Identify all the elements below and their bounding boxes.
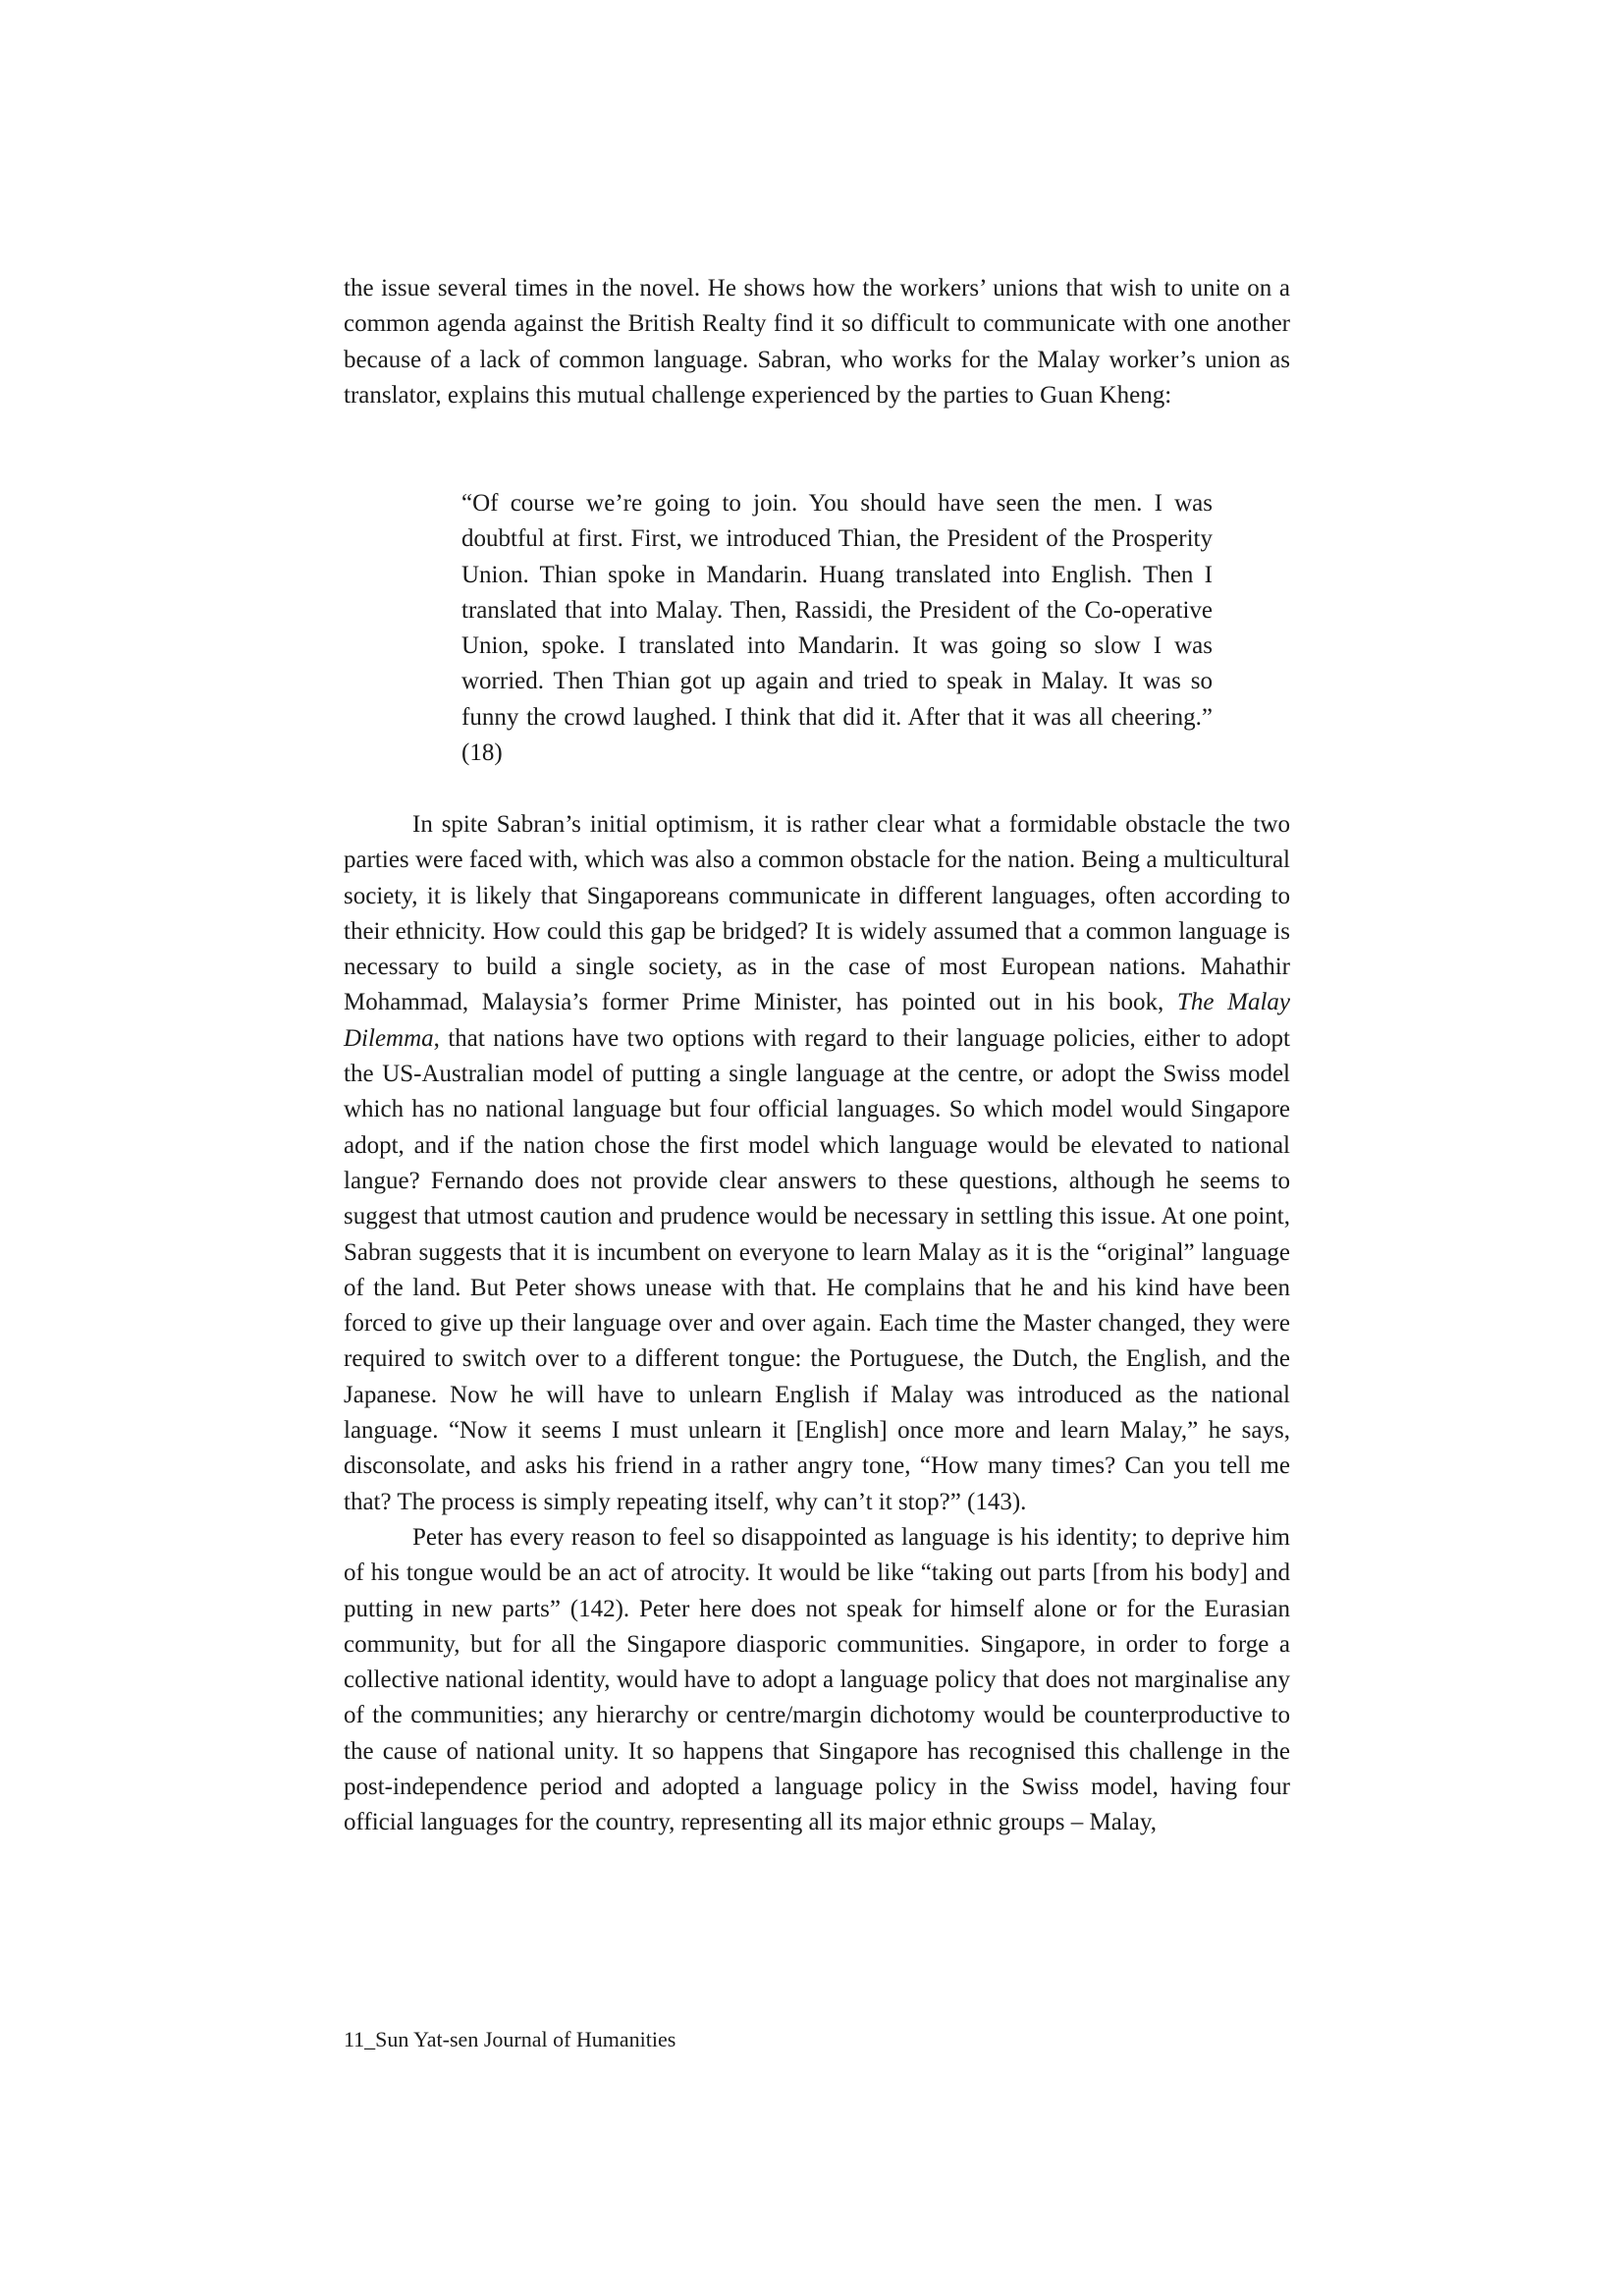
page-footer: 11_Sun Yat-sen Journal of Humanities xyxy=(344,2027,676,2051)
top-paragraph-block xyxy=(344,271,1290,413)
paragraph-peter-identity: Peter has every reason to feel so disappointed as language is his identity; to deprive him of his tongue would be an act of atrocity. It would be like “taking out parts [from his body] and putting in new parts” (142). Peter here does not speak for himself alone or for the Eurasian community, but for all the Singapore diasporic communities. Singapore, in order to forge a collective national identity, would have to adopt a language policy that does not marginalise any of the communities; any hierarchy or centre/margin dichotomy would be counterproductive to the cause of national unity. It so happens that Singapore has recognised this challenge in the post-independence period and adopted a language policy in the Swiss model, having four official languages for the country, representing all its major ethnic groups – Malay, xyxy=(344,1523,1290,1836)
main-body-text xyxy=(344,807,1290,1841)
paragraph-language-dilemma xyxy=(344,807,1290,1520)
block-quotation: “Of course we’re going to join. You should have seen the men. I was doubtful at first. First, we introduced Thian, the President of the Prosperity Union. Thian spoke in Mandarin. Huang translated into English. Then I translated that into Malay. Then, Rassidi, the President of the Co-operative Union, spoke. I translated into Mandarin. It was going so slow I was worried. Then Thian got up again and tried to speak in Malay. It was so funny the crowd laughed. I think that did it. After that it was all cheering.” (18) xyxy=(461,490,1213,767)
paragraph-text-part: In spite Sabran’s initial optimism, it is rather clear what a formidable obstacle the two parties were faced with, which was also a common obstacle for the nation. Being a multicultural society, it is likely that Singaporeans communicate in different languages, often according to their ethnicity. How could this gap be bridged? It is widely assumed that a common language is necessary to build a single society, as in the case of most European nations. Mahathir Mohammad, Malaysia’s former Prime Minister, has pointed out in his book, xyxy=(344,811,1290,1016)
book-title: The Malay Dilemma xyxy=(344,989,1290,1052)
paragraph-text-part: , that nations have two options with regard to their language policies, either to adopt the US-Australian model of putting a single language at the centre, or adopt the Swiss model which has no national language but four official languages. So which model would Singapore adopt, and if the nation chose the first model which language would be elevated to national langue? Fernando does not provide clear answers to these questions, although he seems to suggest that utmost caution and prudence would be necessary in settling this issue. At one point, Sabran suggests that it is incumbent on everyone to learn Malay as it is the “original” language of the land. But Peter shows unease with that. He complains that he and his kind have been forced to give up their language over and over again. Each time the Master changed, they were required to switch over to a different tongue: the Portuguese, the Dutch, the English, and the Japanese. Now he will have to unlearn English if Malay was introduced as the national language. “Now it seems I must unlearn it [English] once more and learn Malay,” he says, disconsolate, and asks his friend in a rather angry tone, “How many times? Can you tell me that? The process is simply repeating itself, why can’t it stop?” (143). xyxy=(344,1024,1290,1515)
paragraph-continued: the issue several times in the novel. He shows how the workers’ unions that wish to unite on a common agenda against the British Realty find it so difficult to communicate with one another because of a lack of common language. Sabran, who works for the Malay worker’s union as translator, explains this mutual challenge experienced by the parties to Guan Kheng: xyxy=(344,275,1290,409)
